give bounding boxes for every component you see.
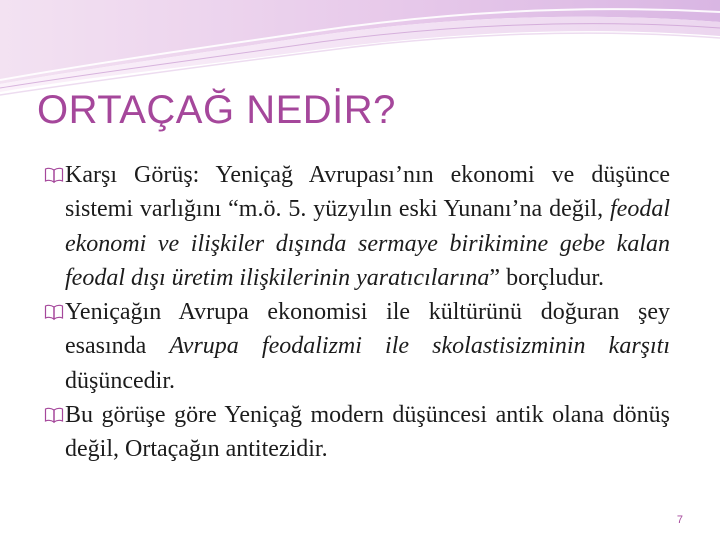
bullet-text: Karşı Görüş: Yeniçağ Avrupası’nın ekonomi ve düşünce sistemi varlığını “m.ö. 5. yüzyılın eski Yunanı’na değil,: [65, 162, 670, 223]
bullet-list: [44, 158, 670, 467]
book-icon: [44, 303, 64, 321]
bullet-text-italic: feodal ekonomi ve ilişkiler dışında sermaye birikimine gebe kalan feodal dışı üretim ilişkilerinin yaratıcılarına: [65, 196, 670, 291]
bullet-item: [44, 295, 670, 398]
bullet-text: Yeniçağın Avrupa ekonomisi ile kültürünü doğuran şey esasında: [65, 299, 670, 360]
header-decoration: [0, 0, 720, 100]
page-number: 7: [676, 514, 683, 526]
book-icon: [44, 166, 64, 184]
bullet-text: düşüncedir.: [65, 367, 175, 394]
bullet-text: Bu görüşe göre Yeniçağ modern düşüncesi antik olana dönüş değil, Ortaçağın antitezidir.: [65, 402, 670, 463]
book-icon: [44, 406, 64, 424]
page-title: ORTAÇAĞ NEDİR?: [37, 88, 396, 132]
bullet-text: ” borçludur.: [489, 264, 605, 291]
bullet-text-italic: Avrupa feodalizmi ile skolastisizminin karşıtı: [169, 333, 671, 360]
bullet-item: [44, 398, 670, 467]
bullet-item: [44, 158, 670, 295]
